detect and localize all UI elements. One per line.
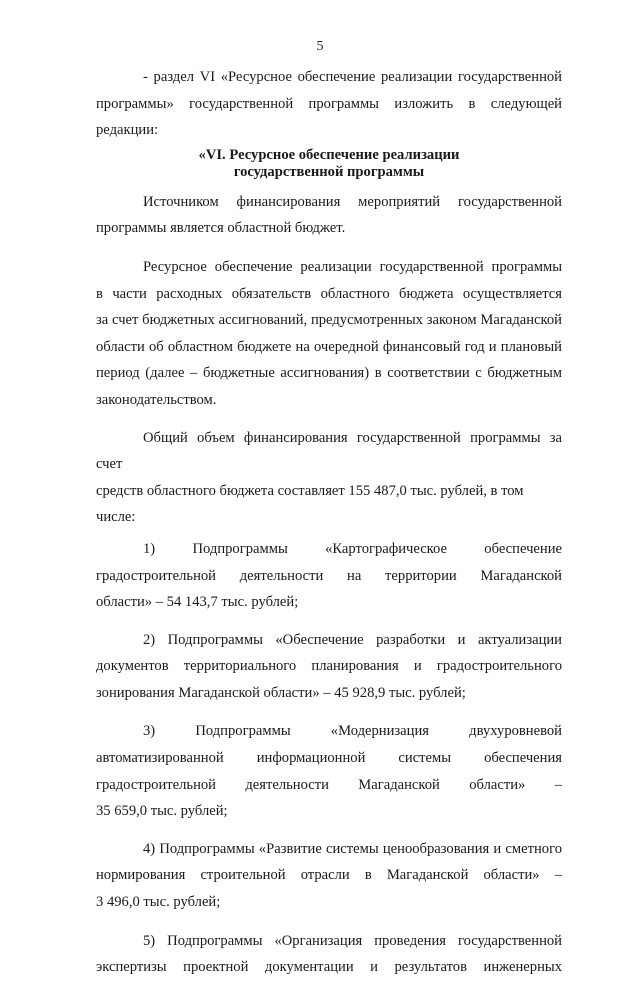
text-line: градостроительной деятельности на территории Магаданской xyxy=(96,567,562,584)
text-line: 2) Подпрограммы «Обеспечение разработки и актуализации xyxy=(143,631,562,648)
text-line: документов территориального планирования и градостроительного xyxy=(96,658,562,675)
text-line: экспертизы проектной документации и результатов инженерных xyxy=(96,959,562,976)
text-line: автоматизированной информационной системы обеспечения xyxy=(96,750,562,767)
text-line: средств областного бюджета составляет 155 487,0 тыс. рублей, в том числе: xyxy=(96,482,524,526)
list-item-subprogram-1 xyxy=(96,536,562,616)
paragraph-resources xyxy=(96,254,562,414)
text-line: программы» государственной программы изложить в следующей xyxy=(96,95,562,112)
list-item-subprogram-3 xyxy=(96,718,562,824)
section-heading xyxy=(96,147,562,181)
text-line: 35 659,0 тыс. рублей; xyxy=(96,803,228,820)
list-item-subprogram-4 xyxy=(96,836,562,916)
text-line: нормирования строительной отрасли в Магаданской области» – xyxy=(96,867,562,884)
paragraph-total-funding xyxy=(96,425,562,531)
text-line: программы является областной бюджет. xyxy=(96,220,346,237)
text-line: градостроительной деятельности Магаданской области» – xyxy=(96,776,562,793)
text-line: за счет бюджетных ассигнований, предусмотренных законом Магаданской xyxy=(96,312,562,329)
paragraph-funding-source xyxy=(96,189,562,242)
heading-line: «VI. Ресурсное обеспечение реализации xyxy=(198,146,460,163)
text-line: законодательством. xyxy=(96,391,217,408)
text-line: 5) Подпрограммы «Организация проведения государственной xyxy=(143,932,562,949)
text-line: 4) Подпрограммы «Развитие системы ценообразования и сметного xyxy=(143,840,562,857)
text-line: Общий объем финансирования государственной программы за счет xyxy=(96,429,562,473)
page-number: 5 xyxy=(316,39,324,54)
text-line: редакции: xyxy=(96,122,159,139)
text-line: Ресурсное обеспечение реализации государственной программы xyxy=(143,258,562,275)
heading-line: государственной программы xyxy=(233,163,425,180)
text-line: период (далее – бюджетные ассигнования) в соответствии с бюджетным xyxy=(96,365,562,382)
text-line: 1) Подпрограммы «Картографическое обеспечение xyxy=(143,540,562,557)
text-line: области об областном бюджете на очередной финансовый год и плановый xyxy=(96,338,562,355)
text-line: Источником финансирования мероприятий государственной xyxy=(143,193,562,210)
text-line: 3 496,0 тыс. рублей; xyxy=(96,894,221,911)
list-item-subprogram-2 xyxy=(96,627,562,707)
text-line: 3) Подпрограммы «Модернизация двухуровневой xyxy=(143,723,562,740)
list-item-subprogram-5 xyxy=(96,928,562,981)
text-line: в части расходных обязательств областного бюджета осуществляется xyxy=(96,285,562,302)
text-line: - раздел VI «Ресурсное обеспечение реализации государственной xyxy=(143,69,562,85)
text-line: зонирования Магаданской области» – 45 928,9 тыс. рублей; xyxy=(96,684,466,701)
document-body xyxy=(96,64,562,981)
intro-paragraph xyxy=(96,64,562,144)
text-line: области» – 54 143,7 тыс. рублей; xyxy=(96,594,299,611)
